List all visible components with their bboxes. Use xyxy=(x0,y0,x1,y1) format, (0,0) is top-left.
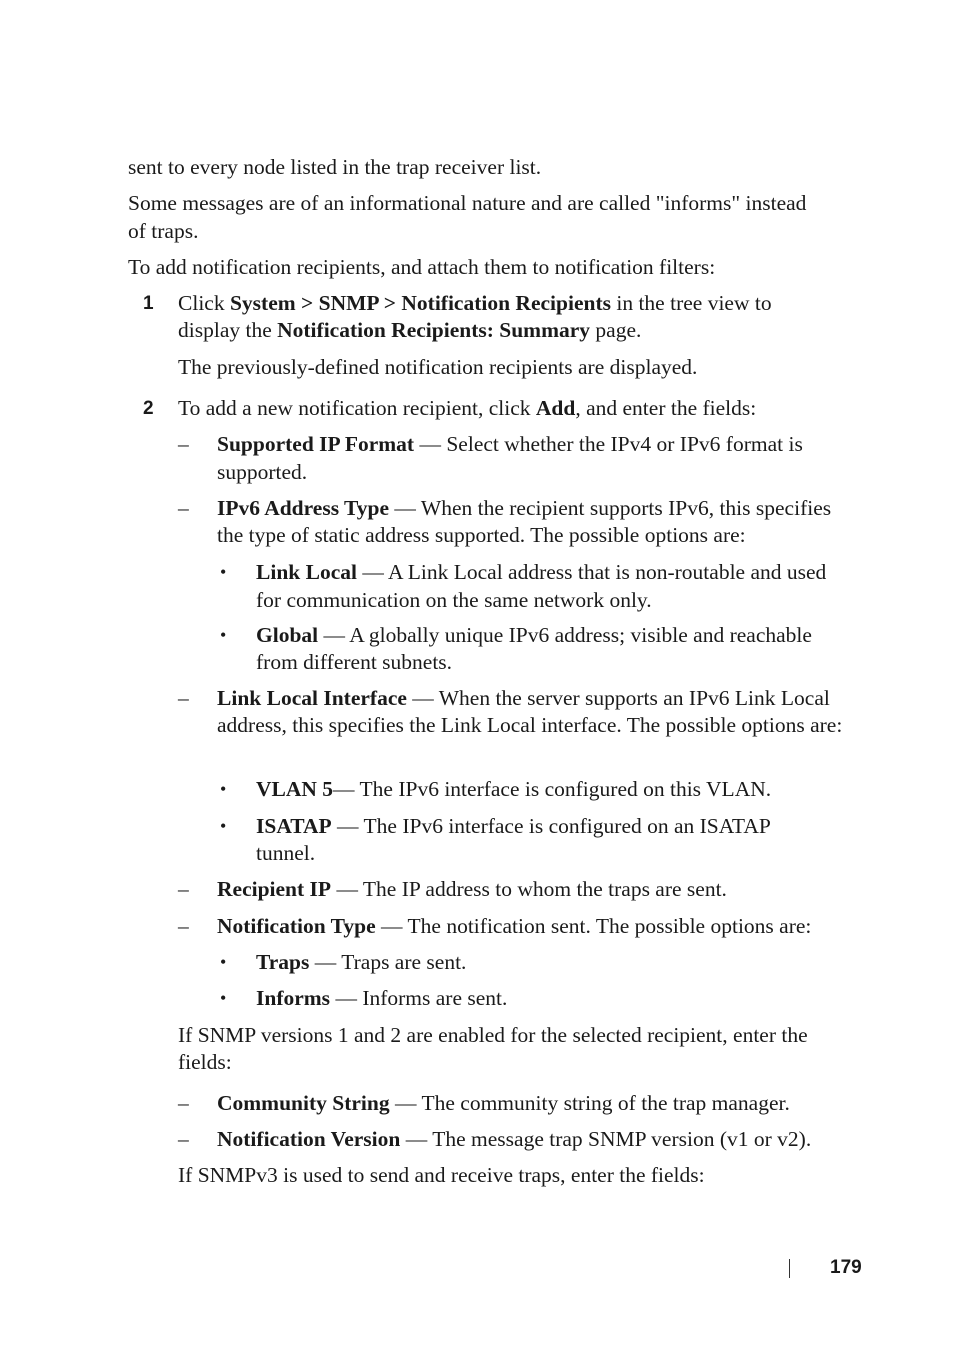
menu-path: System > SNMP > Notification Recipients xyxy=(229,291,611,315)
option-traps: Traps — Traps are sent. xyxy=(256,950,467,974)
dash-marker: – xyxy=(178,496,189,520)
bullet-marker: • xyxy=(220,952,227,972)
bullet-marker: • xyxy=(220,988,227,1008)
step-2-number: 2 xyxy=(143,398,154,419)
step-1-number: 1 xyxy=(143,293,154,314)
bullet-marker: • xyxy=(220,816,227,836)
page-name: Notification Recipients: Summary xyxy=(277,318,591,342)
field-notification-type: Notification Type — The notification sent. The possible options are: xyxy=(217,914,812,938)
dash-marker: – xyxy=(178,1127,189,1151)
snmpv3-intro: If SNMPv3 is used to send and receive traps, enter the fields: xyxy=(178,1163,705,1187)
intro-paragraph-1: sent to every node listed in the trap receiver list. xyxy=(128,155,542,179)
snmp-v1v2-intro: If SNMP versions 1 and 2 are enabled for the selected recipient, enter the fields: xyxy=(178,1023,808,1074)
intro-paragraph-2: Some messages are of an informational nature and are called "informs" instead of traps. xyxy=(128,191,807,243)
dash-marker: – xyxy=(178,877,189,901)
bullet-marker: • xyxy=(220,625,227,645)
option-link-local: Link Local — A Link Local address that is non-routable and used for communication on the same network only. xyxy=(256,560,827,612)
step-2-text: To add a new notification recipient, click Add, and enter the fields: xyxy=(178,396,757,420)
step-1-note: The previously-defined notification recipients are displayed. xyxy=(178,355,698,379)
bullet-marker: • xyxy=(220,779,227,799)
page-number: 179 xyxy=(830,1257,862,1278)
dash-marker: – xyxy=(178,1091,189,1115)
dash-marker: – xyxy=(178,686,189,710)
step-1-text: Click System > SNMP > Notification Recipients in the tree view to display the Notification Recipients: Summary page. xyxy=(178,291,772,342)
dash-marker: – xyxy=(178,432,189,456)
field-community-string: Community String — The community string of the trap manager. xyxy=(217,1091,790,1115)
footer-divider xyxy=(789,1259,790,1278)
add-label: Add xyxy=(535,396,576,420)
option-vlan-5: VLAN 5— The IPv6 interface is configured on this VLAN. xyxy=(256,777,772,801)
field-ipv6-address-type: IPv6 Address Type — When the recipient supports IPv6, this specifies the type of static address supported. The possible options are: xyxy=(217,496,832,547)
field-recipient-ip: Recipient IP — The IP address to whom the traps are sent. xyxy=(217,877,727,901)
intro-paragraph-3: To add notification recipients, and attach them to notification filters: xyxy=(128,255,716,279)
option-global: Global — A globally unique IPv6 address; visible and reachable from different subnets. xyxy=(256,623,812,674)
field-link-local-interface: Link Local Interface — When the server supports an IPv6 Link Local address, this specifies the Link Local interface. The possible options are: xyxy=(217,686,843,737)
option-isatap: ISATAP — The IPv6 interface is configured on an ISATAP tunnel. xyxy=(256,814,771,865)
field-notification-version: Notification Version — The message trap SNMP version (v1 or v2). xyxy=(217,1127,812,1151)
bullet-marker: • xyxy=(220,562,227,582)
field-supported-ip-format: Supported IP Format — Select whether the IPv4 or IPv6 format is supported. xyxy=(217,432,803,484)
option-informs: Informs — Informs are sent. xyxy=(256,986,508,1010)
dash-marker: – xyxy=(178,914,189,938)
